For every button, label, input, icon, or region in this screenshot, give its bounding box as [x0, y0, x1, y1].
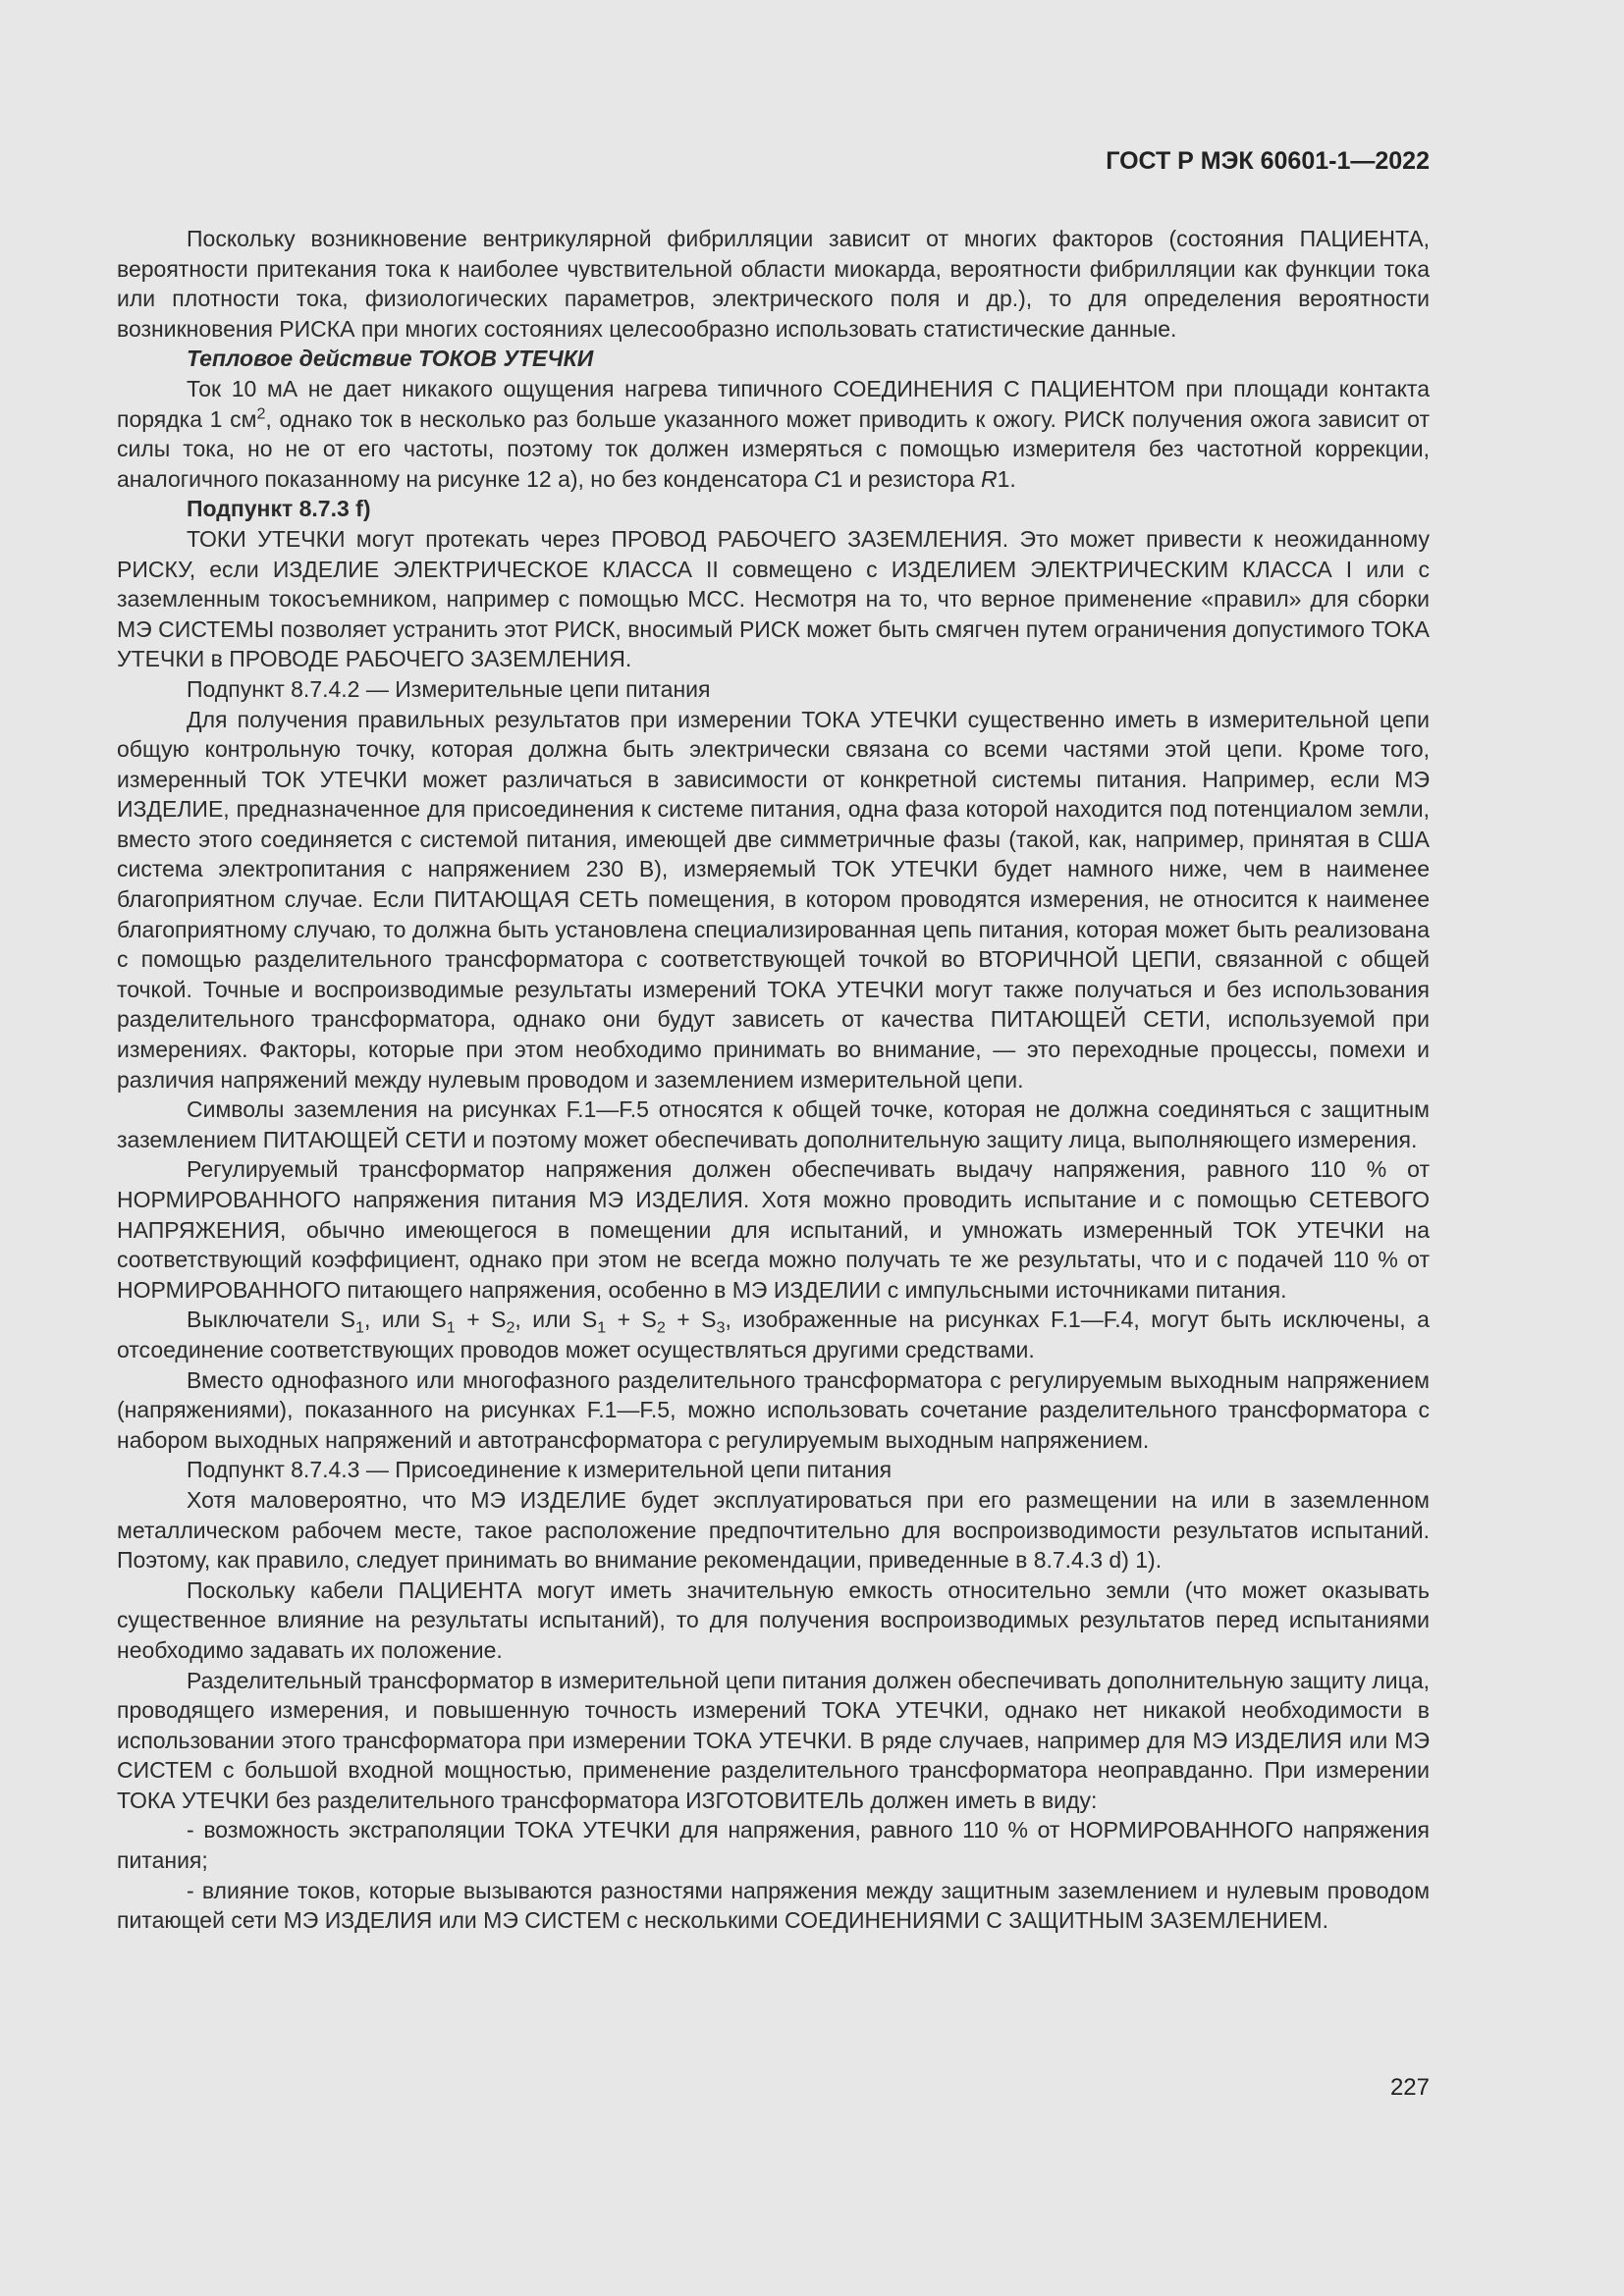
document-body [117, 224, 1430, 1936]
paragraph-switches: Выключатели $S_1$, или $S_1 + S_2$, или $S_1 + S_2 + S_3$, изображенные на рисунках F.1—F.4, могут быть исключены, а отсоединение соответствующих проводов может осуществляться другими средствами. [117, 1307, 1430, 1362]
page-number: 227 [1389, 2074, 1430, 2101]
list-item-current-influence: - влияние токов, которые вызываются разностями напряжения между защитным заземлением и нулевым проводом питающей сети МЭ ИЗДЕЛИЯ или МЭ СИСТЕМ с несколькими СОЕДИНЕНИЯМИ С ЗАЩИТНЫМ ЗАЗЕМЛЕНИЕМ. [117, 1877, 1430, 1934]
paragraph-measuring-supply: Для получения правильных результатов при измерении ТОКА УТЕЧКИ существенно иметь в измерительной цепи общую контрольную точку, которая должна быть электрически связана со всеми частями этой цепи. Кроме того, измеренный ТОК УТЕЧКИ может различаться в зависимости от конкретной системы питания. Например, если МЭ ИЗДЕЛИЕ, предназначенное для присоединения к системе питания, одна фаза которой находится под потенциалом земли, вместо этого соединяется с системой питания, имеющей две симметричные фазы (такой, как, например, принятая в США система электропитания с напряжением 230 В), измеряемый ТОК УТЕЧКИ будет намного ниже, чем в наименее благоприятном случае. Если ПИТАЮЩАЯ СЕТЬ помещения, в котором проводятся измерения, не относится к наименее благоприятному случаю, то должна быть установлена специализированная цепь питания, которая может быть реализована с помощью разделительного трансформатора с соответствующей точкой во ВТОРИЧНОЙ ЦЕПИ, связанной с общей точкой. Точные и воспроизводимые результаты измерений ТОКА УТЕЧКИ могут также получаться и без использования разделительного трансформатора, однако они будут зависеть от качества ПИТАЮЩЕЙ СЕТИ, используемой при измерениях. Факторы, которые при этом необходимо принимать во внимание, — это переходные процессы, помехи и различия напряжений между нулевым проводом и заземлением измерительной цепи. [117, 706, 1430, 1093]
list-item-extrapolation: - возможность экстраполяции ТОКА УТЕЧКИ для напряжения, равного 110 % от НОРМИРОВАННОГО напряжения питания; [117, 1817, 1430, 1874]
heading-subclause-8-7-4-3: Подпункт 8.7.4.3 — Присоединение к измерительной цепи питания [187, 1457, 893, 1483]
document-header: ГОСТ Р МЭК 60601-1—2022 [1106, 147, 1430, 175]
paragraph-earthed-surface: Хотя маловероятно, что МЭ ИЗДЕЛИЕ будет эксплуатироваться при его размещении на или в заземленном металлическом рабочем месте, такое расположение предпочтительно для воспроизводимости результатов испытаний. Поэтому, как правило, следует принимать во внимание рекомендации, приведенные в 8.7.4.3 d) 1). [117, 1486, 1430, 1574]
paragraph-variable-transformer: Регулируемый трансформатор напряжения должен обеспечивать выдачу напряжения, равного 110 % от НОРМИРОВАННОГО напряжения питания МЭ ИЗДЕЛИЯ. Хотя можно проводить испытание и с помощью СЕТЕВОГО НАПРЯЖЕНИЯ, обычно имеющегося в помещении для испытаний, и умножать измеренный ТОК УТЕЧКИ на соответствующий коэффициент, однако при этом не всегда можно получать те же результаты, что и с подачей 110 % от НОРМИРОВАННОГО питающего напряжения, особенно в МЭ ИЗДЕЛИИ с импульсными источниками питания. [117, 1156, 1430, 1303]
paragraph-isolating-transformer-alt: Вместо однофазного или многофазного разделительного трансформатора с регулируемым выходным напряжением (напряжениями), показанного на рисунках F.1—F.5, можно использовать сочетание разделительного трансформатора с набором выходных напряжений и автотрансформатора с регулируемым выходным напряжением. [117, 1366, 1430, 1453]
heading-subclause-8-7-4-2: Подпункт 8.7.4.2 — Измерительные цепи питания [187, 675, 711, 702]
paragraph-isolating-transformer: Разделительный трансформатор в измерительной цепи питания должен обеспечивать дополнительную защиту лица, проводящего измерения, и повышенную точность измерений ТОКА УТЕЧКИ, однако нет никакой необходимости в использовании этого трансформатора при измерении ТОКА УТЕЧКИ. В ряде случаев, например для МЭ ИЗДЕЛИЯ или МЭ СИСТЕМ с большой входной мощностью, применение разделительного трансформатора неоправданно. При измерении ТОКА УТЕЧКИ без разделительного трансформатора ИЗГОТОВИТЕЛЬ должен иметь в виду: [117, 1667, 1430, 1813]
paragraph-patient-cables: Поскольку кабели ПАЦИЕНТА могут иметь значительную емкость относительно земли (что может оказывать существенное влияние на результаты испытаний), то для получения воспроизводимых результатов перед испытаниями необходимо задавать их положение. [117, 1576, 1430, 1663]
heading-subclause-8-7-3-f: Подпункт 8.7.3 f) [187, 496, 371, 522]
heading-thermal-effect: Тепловое действие ТОКОВ УТЕЧКИ [187, 346, 594, 372]
paragraph-functional-earth: ТОКИ УТЕЧКИ могут протекать через ПРОВОД РАБОЧЕГО ЗАЗЕМЛЕНИЯ. Это может привести к неожиданному РИСКУ, если ИЗДЕЛИЕ ЭЛЕКТРИЧЕСКОЕ КЛАССА II совмещено с ИЗДЕЛИЕМ ЭЛЕКТРИЧЕСКИМ КЛАССА I или с заземленным токосъемником, например с помощью МСС. Несмотря на то, что верное применение «правил» для сборки МЭ СИСТЕМЫ позволяет устранить этот РИСК, вносимый РИСК может быть смягчен путем ограничения допустимого ТОКА УТЕЧКИ в ПРОВОДЕ РАБОЧЕГО ЗАЗЕМЛЕНИЯ. [117, 525, 1430, 672]
paragraph-thermal-current: Ток 10 мА не дает никакого ощущения нагрева типичного СОЕДИНЕНИЯ С ПАЦИЕНТОМ при площади контакта порядка 1 $см^2$, однако ток в несколько раз больше указанного может приводить к ожогу. РИСК получения ожога зависит от силы тока, но не от его частоты, поэтому ток должен измеряться с помощью измерителя без частотной коррекции, аналогичного показанному на рисунке 12 a), но без конденсатора С1 и резистора R1. [117, 375, 1430, 492]
paragraph-fibrillation: Поскольку возникновение вентрикулярной фибрилляции зависит от многих факторов (состояния ПАЦИЕНТА, вероятности притекания тока к наиболее чувствительной области миокарда, вероятности фибрилляции как функции тока или плотности тока, физиологических параметров, электрического поля и др.), то для определения вероятности возникновения РИСКА при многих состояниях целесообразно использовать статистические данные. [117, 226, 1430, 342]
paragraph-earth-symbols: Символы заземления на рисунках F.1—F.5 относятся к общей точке, которая не должна соединяться с защитным заземлением ПИТАЮЩЕЙ СЕТИ и поэтому может обеспечивать дополнительную защиту лица, выполняющего измерения. [117, 1096, 1430, 1152]
